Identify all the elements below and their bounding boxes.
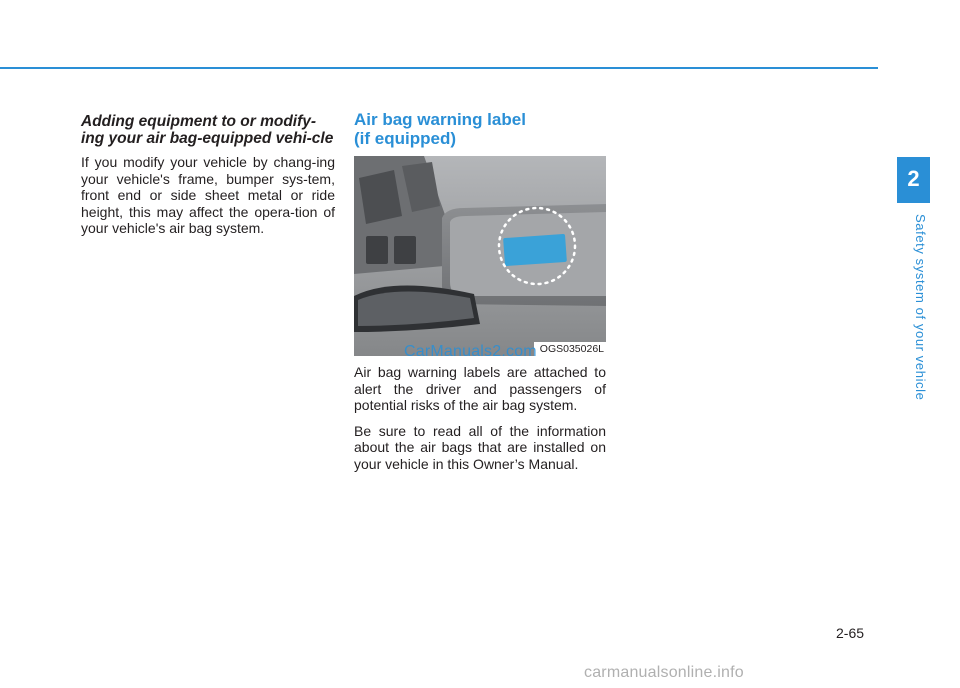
warning-label-paragraph-2: Be sure to read all of the information about the air bags that are installed on your vehicle in this Owner’s Manual. [354,422,606,472]
middle-column [354,110,606,481]
modification-subheading: Adding equipment to or modify-ing your air bag-equipped vehi-cle [81,113,334,147]
watermark-text: CarManuals2.com [404,343,537,360]
section-heading-line1: Air bag warning label [354,110,526,129]
chapter-title: Safety system of your vehicle [913,214,928,401]
chapter-number: 2 [907,166,920,191]
sun-visor-illustration [354,156,606,356]
left-column [81,113,335,246]
header-rule [0,67,878,69]
chapter-tab [897,157,930,203]
section-heading [354,110,606,148]
modification-paragraph: If you modify your vehicle by chang-ing your vehicle's frame, bumper sys-tem, front end or side sheet metal or ride height, this may affect the opera-tion of your vehicle's air bag system. [81,154,335,236]
section-heading-line2: (if equipped) [354,129,456,148]
page-number: 2-65 [836,625,865,641]
footer-watermark: carmanualsonline.info [584,664,744,681]
figure-code: OGS035026L [534,342,606,356]
visor-drawing [354,156,606,356]
warning-label-paragraph-1: Air bag warning labels are attached to alert the driver and passengers of potential risks of the air bag system. [354,364,606,413]
